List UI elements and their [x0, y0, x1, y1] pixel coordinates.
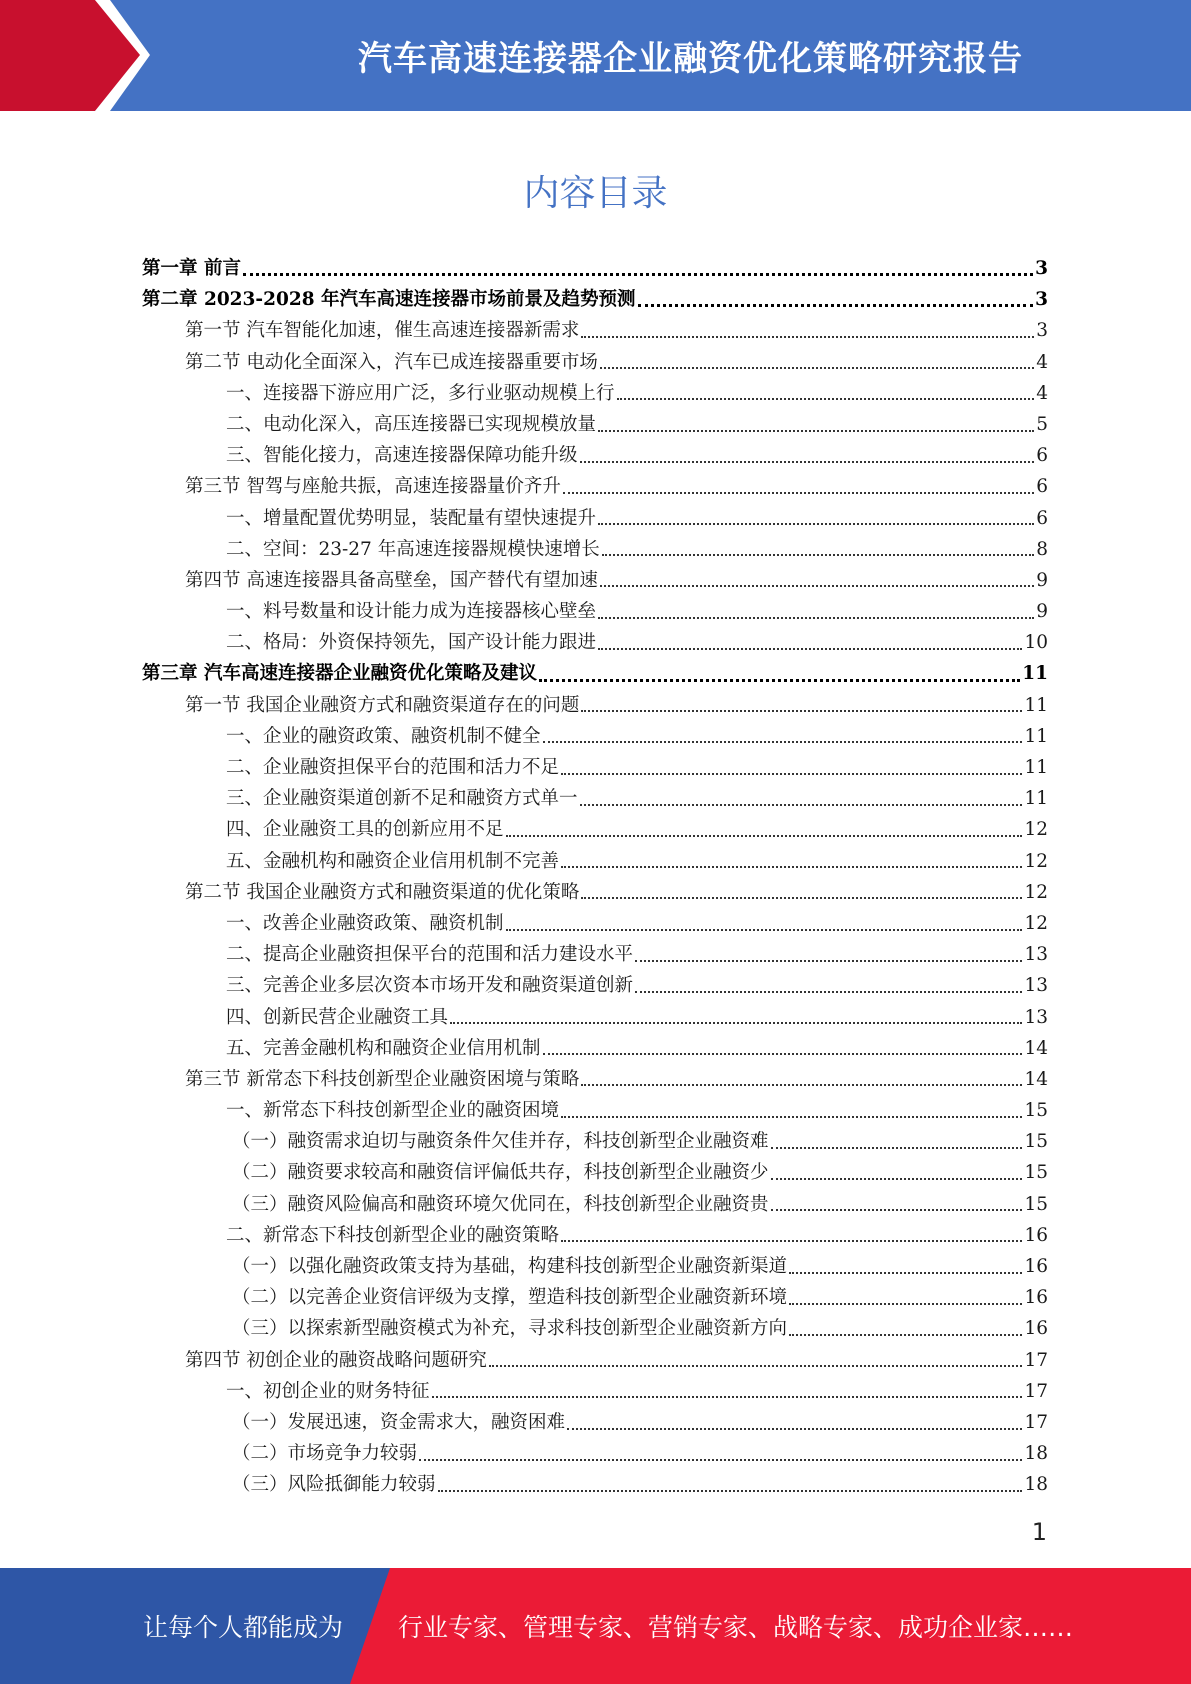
toc-leader-dots: [543, 1053, 1023, 1055]
toc-entry-title: （二）以完善企业资信评级为支撑，塑造科技创新型企业融资新环境: [232, 1287, 788, 1309]
toc-entry-page: 3: [1035, 289, 1048, 311]
toc-leader-dots: [635, 960, 1022, 962]
toc-entry-page: 11: [1022, 663, 1048, 685]
toc-leader-dots: [561, 1240, 1022, 1242]
toc-leader-dots: [581, 336, 1034, 338]
toc-leader-dots: [789, 1303, 1022, 1305]
toc-entry-title: 第一节 汽车智能化加速，催生高速连接器新需求: [185, 320, 580, 342]
toc-entry[interactable]: [142, 1189, 1048, 1220]
toc-leader-dots: [581, 1084, 1022, 1086]
toc-entry-title: 一、连接器下游应用广泛，多行业驱动规模上行: [226, 382, 615, 404]
toc-entry-title: 第四节 高速连接器具备高壁垒，国产替代有望加速: [185, 569, 598, 591]
toc-entry-page: 10: [1024, 632, 1048, 654]
toc-leader-dots: [598, 617, 1034, 619]
toc-entry[interactable]: [142, 1220, 1048, 1251]
toc-entry-page: 12: [1024, 850, 1048, 872]
toc-entry[interactable]: [142, 1469, 1048, 1500]
toc-entry-page: 9: [1036, 569, 1048, 591]
toc-entry-page: 18: [1024, 1443, 1048, 1465]
toc-entry-page: 5: [1036, 413, 1048, 435]
toc-leader-dots: [450, 1022, 1022, 1024]
toc-leader-dots: [506, 835, 1023, 837]
toc-entry-page: 3: [1036, 320, 1048, 342]
toc-leader-dots: [600, 585, 1034, 587]
toc-entry-title: 第三节 智驾与座舱共振，高速连接器量价齐升: [185, 476, 561, 498]
toc-leader-dots: [561, 866, 1022, 868]
toc-entry-page: 13: [1024, 1006, 1048, 1028]
footer-banner: [0, 1568, 1191, 1684]
toc-leader-dots: [561, 1116, 1022, 1118]
toc-entry-page: 13: [1024, 975, 1048, 997]
toc-entry[interactable]: [142, 471, 1048, 502]
toc-leader-dots: [432, 1396, 1023, 1398]
toc-entry[interactable]: [142, 846, 1048, 877]
toc-entry-title: 二、企业融资担保平台的范围和活力不足: [226, 757, 560, 778]
toc-leader-dots: [598, 430, 1034, 432]
toc-entry-page: 16: [1024, 1318, 1048, 1340]
toc-entry-page: 12: [1024, 912, 1048, 934]
toc-entry-page: 3: [1035, 258, 1048, 279]
toc-leader-dots: [580, 461, 1035, 463]
toc-entry[interactable]: [142, 690, 1048, 721]
toc-entry-title: （三）以探索新型融资模式为补充，寻求科技创新型企业融资新方向: [232, 1318, 788, 1340]
toc-heading: 内容目录: [523, 173, 668, 214]
toc-entry[interactable]: [142, 721, 1048, 752]
toc-entry[interactable]: [142, 1345, 1048, 1376]
toc-leader-dots: [506, 929, 1023, 931]
toc-entry[interactable]: [142, 409, 1048, 440]
toc-entry[interactable]: [142, 752, 1048, 783]
toc-entry-title: 二、提高企业融资担保平台的范围和活力建设水平: [226, 944, 634, 966]
toc-entry[interactable]: [142, 534, 1048, 565]
toc-leader-dots: [563, 492, 1034, 494]
toc-entry[interactable]: [142, 503, 1048, 534]
toc-entry[interactable]: [142, 1095, 1048, 1126]
toc-entry-page: 18: [1024, 1474, 1048, 1496]
toc-entry-page: 11: [1024, 725, 1048, 747]
toc-leader-dots: [561, 773, 1022, 775]
toc-entry-title: （一）发展迅速，资金需求大，融资困难: [232, 1411, 566, 1433]
toc-leader-dots: [419, 1459, 1022, 1461]
toc-leader-dots: [438, 1490, 1023, 1492]
toc-leader-dots: [638, 304, 1034, 307]
toc-entry[interactable]: [142, 596, 1048, 627]
toc-leader-dots: [789, 1272, 1022, 1274]
header-banner: [0, 0, 1191, 111]
toc-entry[interactable]: [142, 253, 1048, 284]
toc-entry-page: 16: [1024, 1287, 1048, 1309]
toc-entry-page: 15: [1024, 1162, 1048, 1184]
toc-leader-dots: [543, 741, 1023, 743]
toc-entry-page: 12: [1024, 881, 1048, 903]
toc-entry-page: 17: [1024, 1380, 1048, 1402]
toc-entry-title: 第三章 汽车高速连接器企业融资优化策略及建议: [142, 663, 537, 685]
toc-leader-dots: [539, 679, 1020, 682]
toc-entry-page: 8: [1036, 538, 1048, 560]
toc-entry[interactable]: [142, 378, 1048, 409]
toc-entry[interactable]: [142, 970, 1048, 1001]
toc-leader-dots: [602, 554, 1035, 556]
toc-entry[interactable]: [142, 1251, 1048, 1282]
header-red-arrow: [0, 0, 150, 111]
toc-entry-title: 二、格局：外资保持领先，国产设计能力跟进: [226, 632, 597, 654]
toc-entry-title: 二、新常态下科技创新型企业的融资策略: [226, 1224, 560, 1246]
toc-leader-dots: [598, 523, 1034, 525]
toc-entry[interactable]: [142, 565, 1048, 596]
toc-entry-title: 第一章 前言: [142, 258, 241, 279]
toc-entry-page: 17: [1024, 1411, 1048, 1433]
toc-entry-title: 一、初创企业的财务特征: [226, 1380, 430, 1402]
toc-entry[interactable]: [142, 783, 1048, 814]
footer-slogan-left: 让每个人都能成为: [143, 1613, 344, 1642]
toc-entry-title: 一、新常态下科技创新型企业的融资困境: [226, 1100, 560, 1122]
toc-entry-title: 三、企业融资渠道创新不足和融资方式单一: [226, 788, 578, 810]
toc-entry[interactable]: [142, 1282, 1048, 1313]
toc-entry[interactable]: [142, 347, 1048, 378]
toc-entry[interactable]: [142, 1407, 1048, 1438]
toc-entry[interactable]: [142, 1002, 1048, 1033]
toc-entry[interactable]: [142, 284, 1048, 315]
toc-leader-dots: [771, 1209, 1023, 1211]
toc-entry-title: 三、完善企业多层次资本市场开发和融资渠道创新: [226, 975, 634, 997]
toc-entry[interactable]: [142, 1438, 1048, 1469]
toc-entry-page: 9: [1036, 601, 1048, 623]
toc-entry-page: 16: [1024, 1256, 1048, 1277]
toc-leader-dots: [581, 897, 1022, 899]
toc-entry-title: 一、改善企业融资政策、融资机制: [226, 912, 504, 934]
toc-entry-page: 6: [1036, 507, 1048, 529]
toc-entry-title: （三）风险抵御能力较弱: [232, 1474, 436, 1496]
toc-entry-title: 第四节 初创企业的融资战略问题研究: [185, 1349, 487, 1371]
toc-entry-title: 四、创新民营企业融资工具: [226, 1006, 449, 1028]
toc-entry[interactable]: [142, 908, 1048, 939]
toc-entry[interactable]: [142, 315, 1048, 346]
toc-entry-page: 14: [1024, 1037, 1048, 1059]
toc-entry-page: 15: [1024, 1131, 1048, 1153]
toc-entry-page: 6: [1036, 445, 1048, 467]
toc-entry-page: 15: [1024, 1100, 1048, 1122]
toc-entry-title: （二）市场竞争力较弱: [232, 1443, 418, 1465]
toc-entry-title: 一、增量配置优势明显，装配量有望快速提升: [226, 507, 597, 529]
toc-entry-title: 第一节 我国企业融资方式和融资渠道存在的问题: [185, 694, 580, 716]
toc-entry-page: 16: [1024, 1224, 1048, 1246]
toc-leader-dots: [600, 367, 1034, 369]
toc-entry-title: 二、电动化深入，高压连接器已实现规模放量: [226, 413, 597, 435]
toc-leader-dots: [598, 648, 1022, 650]
toc-entry-page: 4: [1036, 382, 1048, 404]
toc-leader-dots: [580, 804, 1023, 806]
toc-entry[interactable]: [142, 1126, 1048, 1157]
toc-leader-dots: [617, 398, 1035, 400]
page-number: 1: [1031, 1518, 1047, 1546]
toc-leader-dots: [489, 1365, 1023, 1367]
toc-entry-page: 15: [1024, 1193, 1048, 1215]
toc-leader-dots: [581, 710, 1022, 712]
toc-entry-title: 第三节 新常态下科技创新型企业融资困境与策略: [185, 1068, 580, 1090]
toc-entry-title: （三）融资风险偏高和融资环境欠优同在，科技创新型企业融资贵: [232, 1193, 769, 1215]
toc-entry-page: 12: [1024, 819, 1048, 841]
toc-entry[interactable]: [142, 1376, 1048, 1407]
toc-entry-title: 三、智能化接力，高速连接器保障功能升级: [226, 445, 578, 467]
toc-entry[interactable]: [142, 814, 1048, 845]
toc-entry[interactable]: [142, 627, 1048, 658]
toc-entry-title: 第二节 电动化全面深入，汽车已成连接器重要市场: [185, 351, 598, 373]
toc-entry-page: 14: [1024, 1068, 1048, 1090]
toc-entry-page: 13: [1024, 944, 1048, 966]
toc-entry[interactable]: [142, 658, 1048, 689]
toc-entry[interactable]: [142, 1064, 1048, 1095]
toc-entry-page: 11: [1024, 757, 1048, 778]
toc-entry-page: 11: [1024, 694, 1048, 716]
toc-entry-page: 6: [1036, 476, 1048, 498]
footer-slogan-right: 行业专家、管理专家、营销专家、战略专家、成功企业家……: [398, 1613, 1074, 1642]
toc-entry-title: 第二章 2023-2028 年汽车高速连接器市场前景及趋势预测: [142, 289, 636, 311]
toc-leader-dots: [789, 1334, 1022, 1336]
toc-leader-dots: [635, 991, 1022, 993]
toc-entry[interactable]: [142, 1157, 1048, 1188]
toc-entry[interactable]: [142, 440, 1048, 471]
toc-leader-dots: [771, 1147, 1023, 1149]
table-of-contents: [142, 253, 1048, 1501]
toc-entry-title: 五、完善金融机构和融资企业信用机制: [226, 1037, 541, 1059]
toc-entry-title: （二）融资要求较高和融资信评偏低共存，科技创新型企业融资少: [232, 1162, 769, 1184]
toc-leader-dots: [771, 1178, 1023, 1180]
report-title: 汽车高速连接器企业融资优化策略研究报告: [358, 39, 1023, 79]
toc-entry-title: 一、料号数量和设计能力成为连接器核心壁垒: [226, 601, 597, 623]
toc-entry-page: 4: [1036, 351, 1048, 373]
toc-entry-page: 11: [1024, 788, 1048, 810]
toc-entry[interactable]: [142, 877, 1048, 908]
toc-entry-title: 四、企业融资工具的创新应用不足: [226, 819, 504, 841]
toc-entry-title: 二、空间：23-27 年高速连接器规模快速增长: [226, 538, 600, 560]
toc-entry-title: （一）以强化融资政策支持为基础，构建科技创新型企业融资新渠道: [232, 1256, 788, 1277]
toc-entry-title: 一、企业的融资政策、融资机制不健全: [226, 725, 541, 747]
toc-entry-page: 17: [1024, 1349, 1048, 1371]
toc-entry[interactable]: [142, 939, 1048, 970]
toc-leader-dots: [567, 1428, 1022, 1430]
toc-entry[interactable]: [142, 1033, 1048, 1064]
toc-entry-title: （一）融资需求迫切与融资条件欠佳并存，科技创新型企业融资难: [232, 1131, 769, 1153]
toc-entry-title: 五、金融机构和融资企业信用机制不完善: [226, 850, 560, 872]
toc-entry-title: 第二节 我国企业融资方式和融资渠道的优化策略: [185, 881, 580, 903]
toc-leader-dots: [243, 273, 1033, 276]
toc-entry[interactable]: [142, 1313, 1048, 1344]
